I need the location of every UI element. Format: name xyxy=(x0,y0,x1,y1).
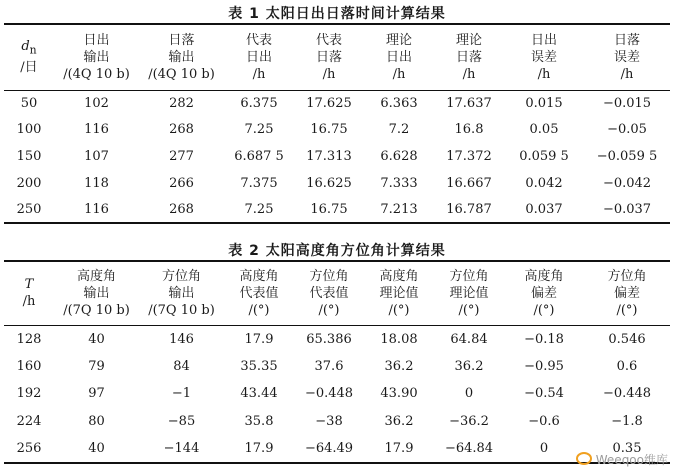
table-cell: 84 xyxy=(173,358,190,374)
table-cell: 16.667 xyxy=(446,175,492,191)
table-row xyxy=(4,353,670,381)
t1-header-rep-sunrise: 代表 日出 /h xyxy=(245,32,272,82)
table-cell: 0.059 5 xyxy=(519,148,569,164)
table-cell: −38 xyxy=(315,414,343,430)
table-cell: −0.042 xyxy=(602,175,652,191)
table-cell: 17.9 xyxy=(244,331,274,347)
t1-header-rep-sunset: 代表 日落 /h xyxy=(315,32,342,82)
table-cell: 146 xyxy=(169,331,194,347)
table-cell: 282 xyxy=(169,96,194,112)
table-cell: 7.333 xyxy=(380,175,418,191)
table-cell: −0.015 xyxy=(602,96,652,112)
table-row xyxy=(4,435,670,463)
table-cell: −0.059 5 xyxy=(596,148,658,164)
table-cell: 160 xyxy=(16,358,42,374)
table-cell: 80 xyxy=(88,414,105,430)
table-cell: 7.2 xyxy=(388,122,410,138)
table-cell: −0.448 xyxy=(304,386,354,402)
table2-body xyxy=(4,325,670,463)
t2-header-altitude-theory: 高度角 理论值 /(°) xyxy=(379,268,419,318)
table-cell: −0.05 xyxy=(607,122,647,138)
table-cell: 64.84 xyxy=(450,331,488,347)
table-row xyxy=(4,117,670,144)
table-cell: 250 xyxy=(16,201,42,217)
table-cell: 6.628 xyxy=(380,148,418,164)
table-cell: 40 xyxy=(88,331,105,347)
table-cell: 17.313 xyxy=(306,148,352,164)
table-cell: 116 xyxy=(84,201,109,217)
table-cell: 36.2 xyxy=(454,358,484,374)
table-cell: 7.213 xyxy=(380,201,418,217)
watermark-text: Weeqoo维库 xyxy=(595,453,668,467)
t1-header-theory-sunrise: 理论 日出 /h xyxy=(385,32,412,82)
t1-header-day-subscript: n xyxy=(29,44,37,58)
table-cell: 16.787 xyxy=(446,201,492,217)
sun-angle-table xyxy=(4,260,670,464)
table-cell: 43.44 xyxy=(240,386,278,402)
t1-header-sunset-output: 日落 输出 /(4Q 10 b) xyxy=(148,32,215,82)
table-row xyxy=(4,143,670,170)
table-cell: −1.8 xyxy=(611,414,643,430)
t2-header-altitude-deviation: 高度角 偏差 /(°) xyxy=(524,268,564,318)
table-cell: −85 xyxy=(167,414,196,430)
table-cell: 6.687 5 xyxy=(234,148,284,164)
t2-header-azimuth-deviation: 方位角 偏差 /(°) xyxy=(607,268,647,318)
t1-header-sunrise-output: 日出 输出 /(4Q 10 b) xyxy=(63,32,130,82)
table-cell: 35.8 xyxy=(244,414,274,430)
table-cell: 6.363 xyxy=(380,96,418,112)
table-cell: 0 xyxy=(464,386,474,402)
table-cell: 256 xyxy=(16,441,42,457)
table-cell: −1 xyxy=(171,386,192,402)
table-cell: −0.18 xyxy=(524,331,564,347)
table-cell: 43.90 xyxy=(380,386,418,402)
table-cell: 17.637 xyxy=(446,96,492,112)
table-cell: 277 xyxy=(169,148,194,164)
table-cell: 16.625 xyxy=(306,175,352,191)
table-cell: −36.2 xyxy=(449,414,489,430)
table-cell: 65.386 xyxy=(306,331,352,347)
table-cell: 36.2 xyxy=(384,358,414,374)
table-row xyxy=(4,408,670,436)
table-row xyxy=(4,380,670,408)
t1-header-day-unit: /日 xyxy=(20,60,38,76)
table-cell: −0.95 xyxy=(524,358,564,374)
table-row xyxy=(4,325,670,353)
table-cell: 17.372 xyxy=(446,148,492,164)
table-cell: −0.6 xyxy=(528,414,560,430)
t1-header-sunset-error: 日落 误差 /h xyxy=(613,32,640,82)
table-cell: 0.05 xyxy=(529,122,559,138)
table-cell: 0.037 xyxy=(525,201,563,217)
table-cell: 0.6 xyxy=(616,358,638,374)
table-cell: 0.35 xyxy=(612,441,642,457)
table-cell: 192 xyxy=(16,386,42,402)
table-cell: 266 xyxy=(169,175,194,191)
table-cell: 0.015 xyxy=(525,96,563,112)
table-cell: 37.6 xyxy=(314,358,344,374)
table-cell: 118 xyxy=(84,175,109,191)
table-cell: 107 xyxy=(84,148,109,164)
sunrise-sunset-table xyxy=(4,23,670,224)
table-cell: 7.25 xyxy=(244,201,274,217)
table-cell: 150 xyxy=(16,148,42,164)
table-cell: 0 xyxy=(539,441,549,457)
table-row xyxy=(4,90,670,117)
table-cell: −64.84 xyxy=(444,441,494,457)
table-cell: 17.625 xyxy=(306,96,352,112)
table-cell: −64.49 xyxy=(304,441,354,457)
watermark xyxy=(576,451,668,468)
table-cell: 6.375 xyxy=(240,96,278,112)
table1-body xyxy=(4,90,670,223)
t1-header-theory-sunset: 理论 日落 /h xyxy=(455,32,482,82)
table-cell: 7.25 xyxy=(244,122,274,138)
t2-header-time: T /h xyxy=(22,277,36,310)
t2-header-azimuth-theory: 方位角 理论值 /(°) xyxy=(449,268,489,318)
t1-header-day xyxy=(4,24,54,90)
table-cell: 35.35 xyxy=(240,358,278,374)
table-cell: 18.08 xyxy=(380,331,418,347)
table-cell: −0.037 xyxy=(602,201,652,217)
table-cell: 79 xyxy=(88,358,105,374)
table-cell: 17.9 xyxy=(244,441,274,457)
table-cell: 128 xyxy=(16,331,42,347)
table-cell: −0.54 xyxy=(524,386,564,402)
table-cell: 97 xyxy=(88,386,105,402)
table-cell: 100 xyxy=(16,122,42,138)
table1-caption: 表 1 太阳日出日落时间计算结果 xyxy=(228,6,446,22)
table-row xyxy=(4,196,670,223)
table-cell: −0.448 xyxy=(602,386,652,402)
table-cell: 102 xyxy=(84,96,109,112)
t2-header-azimuth-rep: 方位角 代表值 /(°) xyxy=(309,268,349,318)
table-cell: 224 xyxy=(16,414,42,430)
t1-header-sunrise-error: 日出 误差 /h xyxy=(530,32,557,82)
table1-header-row xyxy=(4,24,670,90)
table-cell: 0.546 xyxy=(608,331,646,347)
t2-header-altitude-rep: 高度角 代表值 /(°) xyxy=(239,268,279,318)
table-cell: 50 xyxy=(20,96,38,112)
table-cell: 116 xyxy=(84,122,109,138)
table-cell: 268 xyxy=(169,122,194,138)
table-cell: 200 xyxy=(16,175,42,191)
table-row xyxy=(4,170,670,197)
table-cell: 0.042 xyxy=(525,175,563,191)
table-cell: 16.8 xyxy=(454,122,484,138)
t2-header-azimuth-output: 方位角 输出 /(7Q 10 b) xyxy=(148,268,215,318)
table2-header-row xyxy=(4,261,670,325)
table-cell: 268 xyxy=(169,201,194,217)
table-cell: −144 xyxy=(163,441,200,457)
table-cell: 7.375 xyxy=(240,175,278,191)
t1-header-day-symbol: d xyxy=(21,39,30,55)
table-cell: 40 xyxy=(88,441,105,457)
t2-header-altitude-output: 高度角 输出 /(7Q 10 b) xyxy=(63,268,130,318)
table-cell: 17.9 xyxy=(384,441,414,457)
table-cell: 16.75 xyxy=(310,201,348,217)
table2-caption: 表 2 太阳高度角方位角计算结果 xyxy=(228,243,446,259)
watermark-logo-icon xyxy=(576,452,592,465)
table-cell: 36.2 xyxy=(384,414,414,430)
table-cell: 16.75 xyxy=(310,122,348,138)
